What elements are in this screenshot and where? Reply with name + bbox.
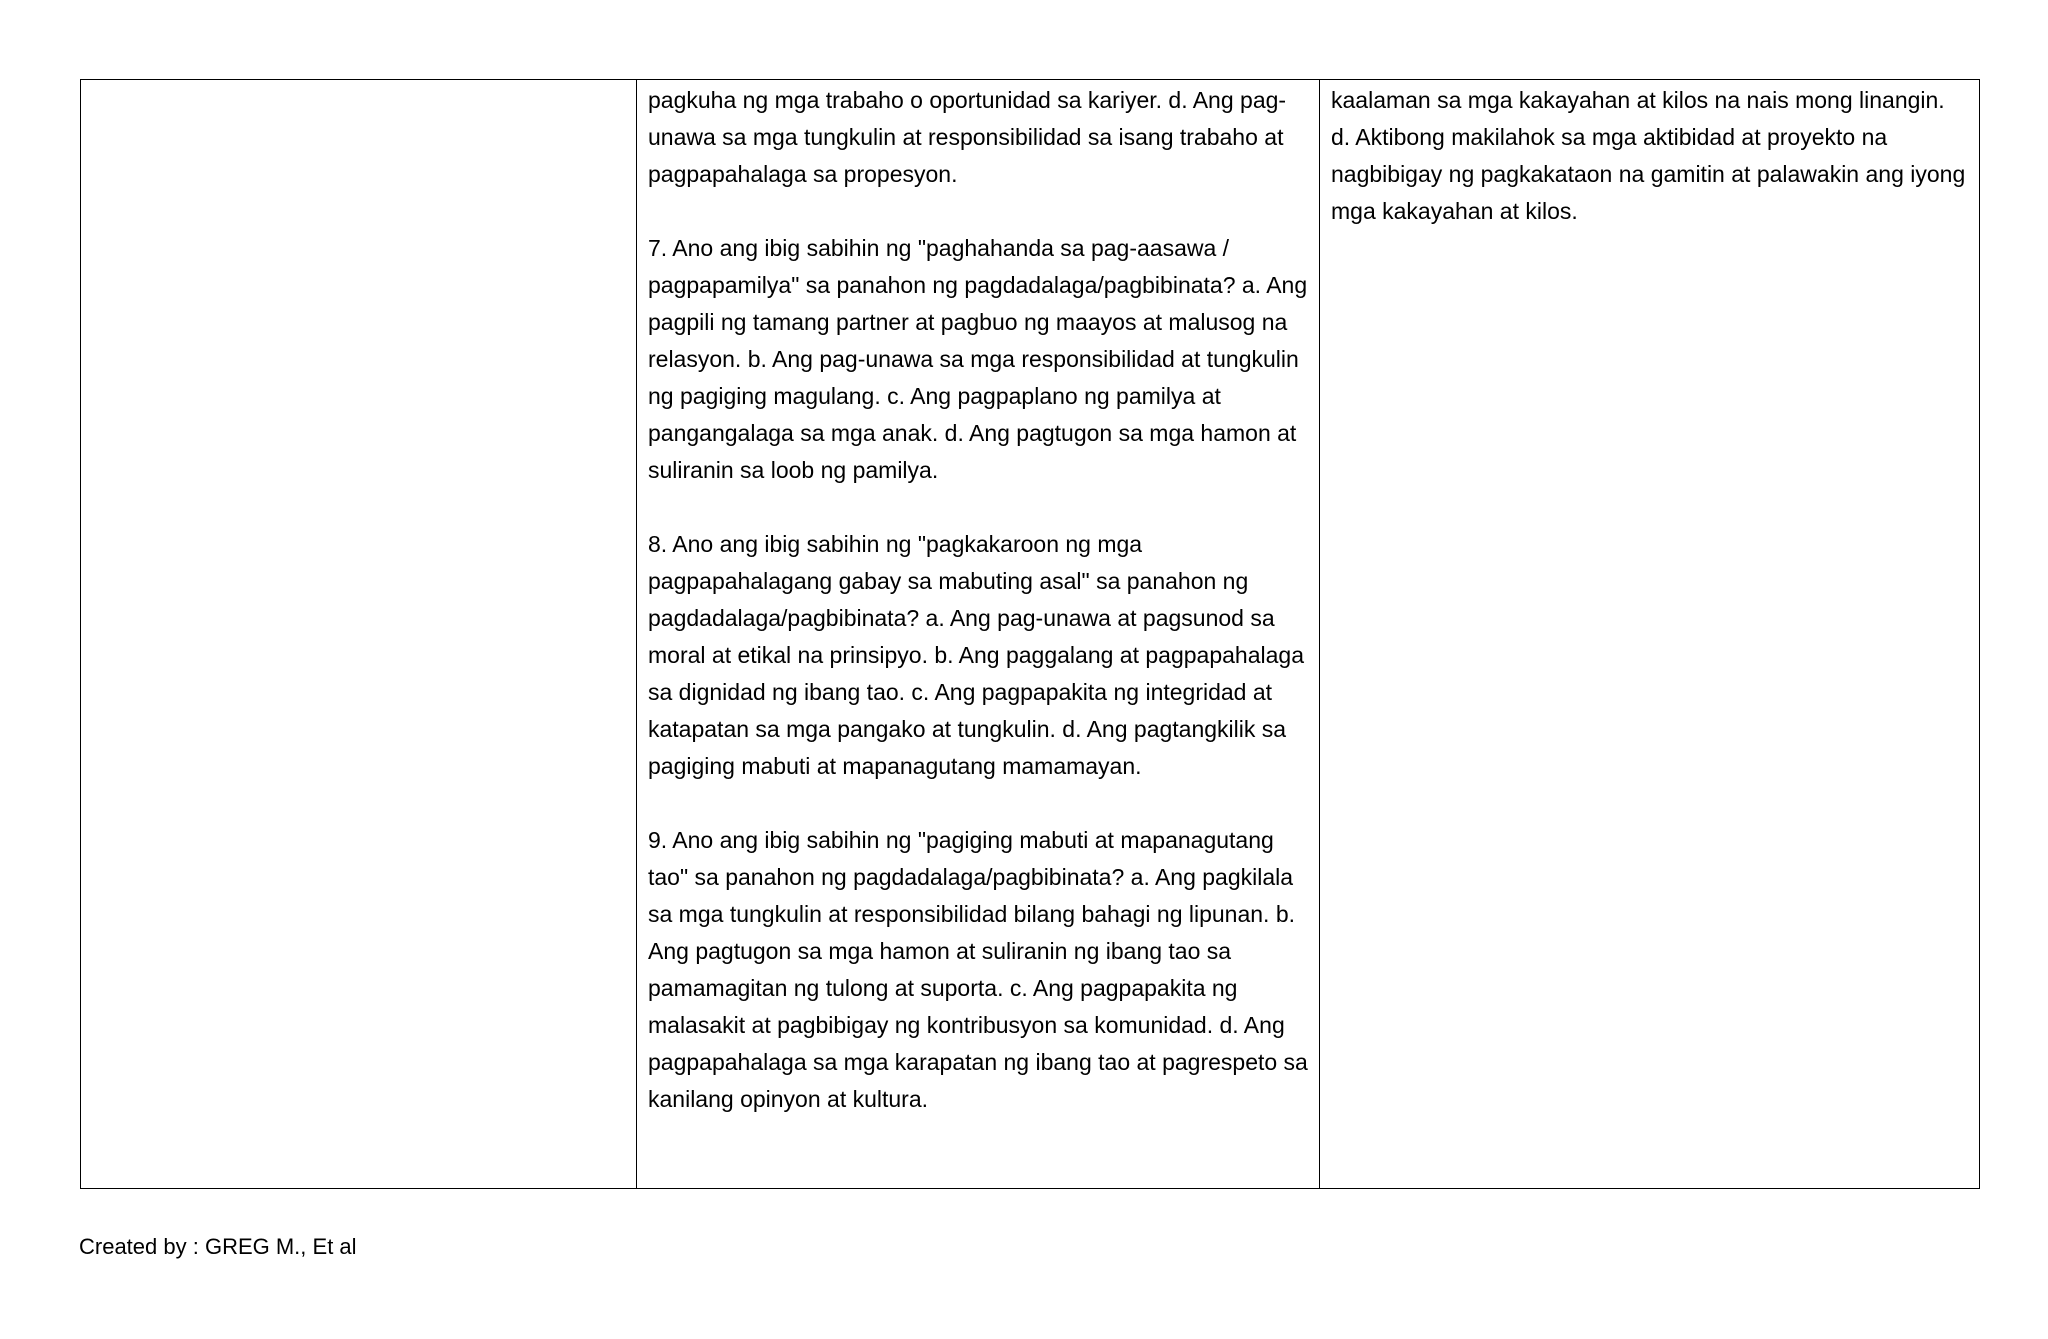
content-table bbox=[80, 79, 1980, 1189]
question-continuation-text: pagkuha ng mga trabaho o oportunidad sa kariyer. d. Ang pag-unawa sa mga tungkulin at responsibilidad sa isang trabaho at pagpapahalaga sa propesyon. bbox=[648, 87, 1287, 187]
table-cell-left bbox=[81, 80, 637, 1188]
table-cell-right bbox=[1320, 80, 1979, 1188]
table-cell-middle bbox=[637, 80, 1320, 1188]
question-8-text: 8. Ano ang ibig sabihin ng "pagkakaroon ng mga pagpapahalagang gabay sa mabuting asal" sa panahon ng pagdadalaga/pagbibinata? a. Ang pag-unawa at pagsunod sa moral at etikal na prinsipyo. b. Ang paggalang at pagpapahalaga sa dignidad ng ibang tao. c. Ang pagpapakita ng integridad at katapatan sa mga pangako at tungkulin. d. Ang pagtangkilik sa pagiging mabuti at mapanagutang mamamayan. bbox=[648, 531, 1304, 779]
question-7-text: 7. Ano ang ibig sabihin ng "paghahanda sa pag-aasawa / pagpapamilya" sa panahon ng pagdadalaga/pagbibinata? a. Ang pagpili ng tamang partner at pagbuo ng maayos at malusog na relasyon. b. Ang pag-unawa sa mga responsibilidad at tungkulin ng pagiging magulang. c. Ang pagpaplano ng pamilya at pangangalaga sa mga anak. d. Ang pagtugon sa mga hamon at suliranin sa loob ng pamilya. bbox=[648, 235, 1308, 483]
footer-credit: Created by : GREG M., Et al bbox=[79, 1234, 357, 1259]
activity-continuation-text: kaalaman sa mga kakayahan at kilos na nais mong linangin. d. Aktibong makilahok sa mga aktibidad at proyekto na nagbibigay ng pagkakataon na gamitin at palawakin ang iyong mga kakayahan at kilos. bbox=[1331, 87, 1966, 224]
question-9-text: 9. Ano ang ibig sabihin ng "pagiging mabuti at mapanagutang tao" sa panahon ng pagdadalaga/pagbibinata? a. Ang pagkilala sa mga tungkulin at responsibilidad bilang bahagi ng lipunan. b. Ang pagtugon sa mga hamon at suliranin ng ibang tao sa pamamagitan ng tulong at suporta. c. Ang pagpapakita ng malasakit at pagbibigay ng kontribusyon sa komunidad. d. Ang pagpapahalaga sa mga karapatan ng ibang tao at pagrespeto sa kanilang opinyon at kultura. bbox=[648, 827, 1308, 1112]
